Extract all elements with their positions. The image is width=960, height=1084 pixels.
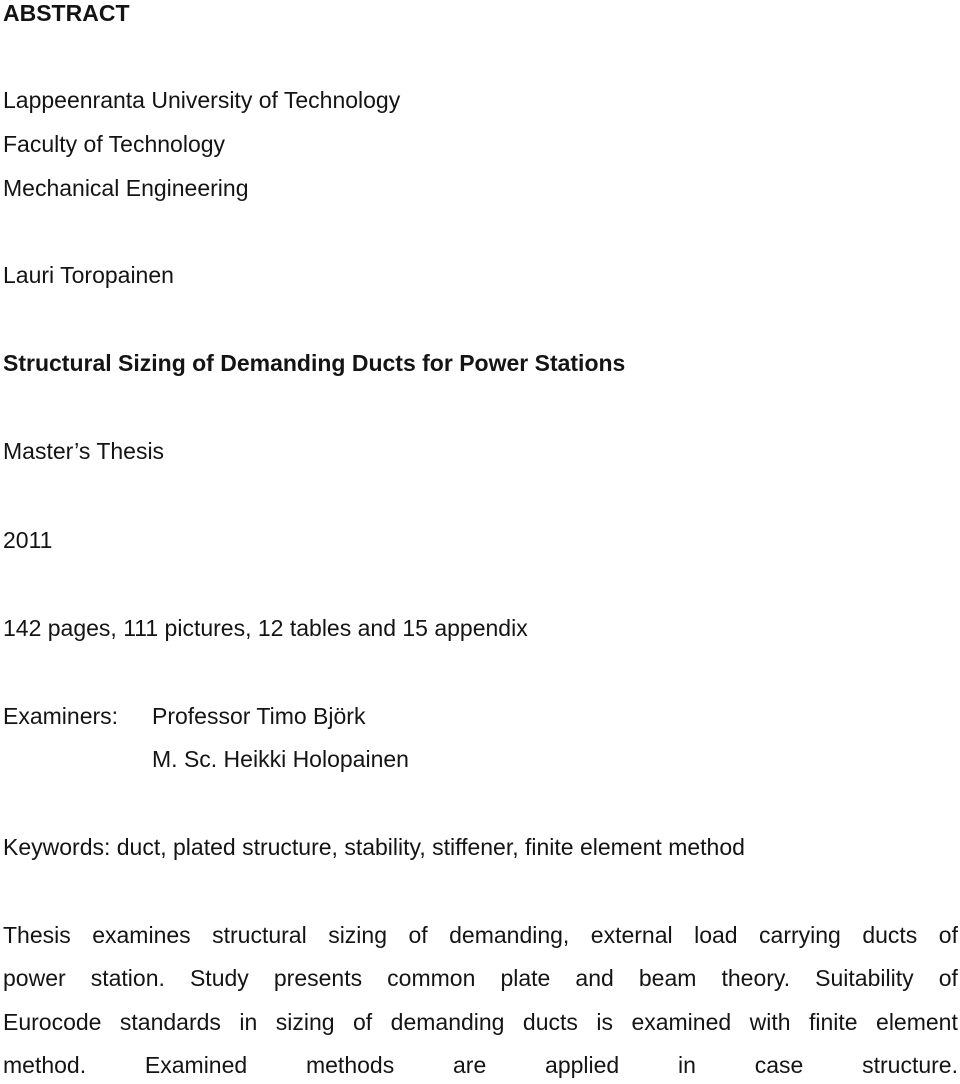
examiners-label: Examiners: bbox=[3, 703, 119, 729]
department-name: Mechanical Engineering bbox=[3, 175, 249, 201]
examiner-1: Professor Timo Björk bbox=[152, 703, 366, 729]
word: common bbox=[387, 965, 476, 991]
word: is bbox=[596, 1009, 613, 1035]
word: examined bbox=[631, 1009, 732, 1035]
abstract-line-1 bbox=[3, 921, 958, 949]
word: demanding bbox=[390, 1009, 505, 1035]
keywords: Keywords: duct, plated structure, stability, stiffener, finite element method bbox=[3, 834, 745, 860]
word: Eurocode bbox=[3, 1009, 102, 1035]
word: of bbox=[938, 965, 958, 991]
word: examines bbox=[92, 922, 191, 948]
word: Suitability bbox=[815, 965, 914, 991]
word: in bbox=[678, 1052, 696, 1078]
word: sizing bbox=[275, 1009, 335, 1035]
word: finite bbox=[808, 1009, 858, 1035]
word: structural bbox=[212, 922, 307, 948]
university-name: Lappeenranta University of Technology bbox=[3, 87, 401, 113]
word: of bbox=[408, 922, 428, 948]
word: demanding, bbox=[449, 922, 570, 948]
word: sizing bbox=[328, 922, 387, 948]
word: beam bbox=[638, 965, 697, 991]
word: Examined bbox=[144, 1052, 248, 1078]
word: power bbox=[3, 965, 66, 991]
faculty-name: Faculty of Technology bbox=[3, 131, 226, 157]
abstract-line-2 bbox=[3, 964, 958, 992]
word: presents bbox=[273, 965, 363, 991]
word: ducts bbox=[862, 922, 918, 948]
word: theory. bbox=[721, 965, 791, 991]
word: in bbox=[239, 1009, 258, 1035]
word: structure. bbox=[862, 1052, 958, 1078]
word: plate bbox=[500, 965, 551, 991]
word: element bbox=[876, 1009, 958, 1035]
word: load bbox=[694, 922, 738, 948]
thesis-type: Master’s Thesis bbox=[3, 438, 165, 464]
word: methods bbox=[305, 1052, 395, 1078]
abstract-heading: ABSTRACT bbox=[3, 0, 130, 26]
word: and bbox=[575, 965, 614, 991]
word: ducts bbox=[522, 1009, 578, 1035]
thesis-year: 2011 bbox=[3, 527, 53, 553]
abstract-line-4 bbox=[3, 1051, 958, 1079]
word: Study bbox=[189, 965, 249, 991]
thesis-extent: 142 pages, 111 pictures, 12 tables and 15 appendix bbox=[3, 615, 528, 641]
word: carrying bbox=[759, 922, 841, 948]
word: standards bbox=[119, 1009, 221, 1035]
word: of bbox=[938, 922, 958, 948]
word: case bbox=[754, 1052, 804, 1078]
word: applied bbox=[545, 1052, 620, 1078]
word: with bbox=[749, 1009, 791, 1035]
word: Thesis bbox=[3, 922, 71, 948]
author-name: Lauri Toropainen bbox=[3, 262, 174, 288]
word: method. bbox=[3, 1052, 87, 1078]
word: are bbox=[453, 1052, 487, 1078]
word: of bbox=[353, 1009, 373, 1035]
word: station. bbox=[90, 965, 165, 991]
thesis-title: Structural Sizing of Demanding Ducts for Power Stations bbox=[3, 350, 626, 376]
abstract-line-3 bbox=[3, 1008, 958, 1036]
word: external bbox=[590, 922, 673, 948]
examiner-2: M. Sc. Heikki Holopainen bbox=[152, 746, 409, 772]
